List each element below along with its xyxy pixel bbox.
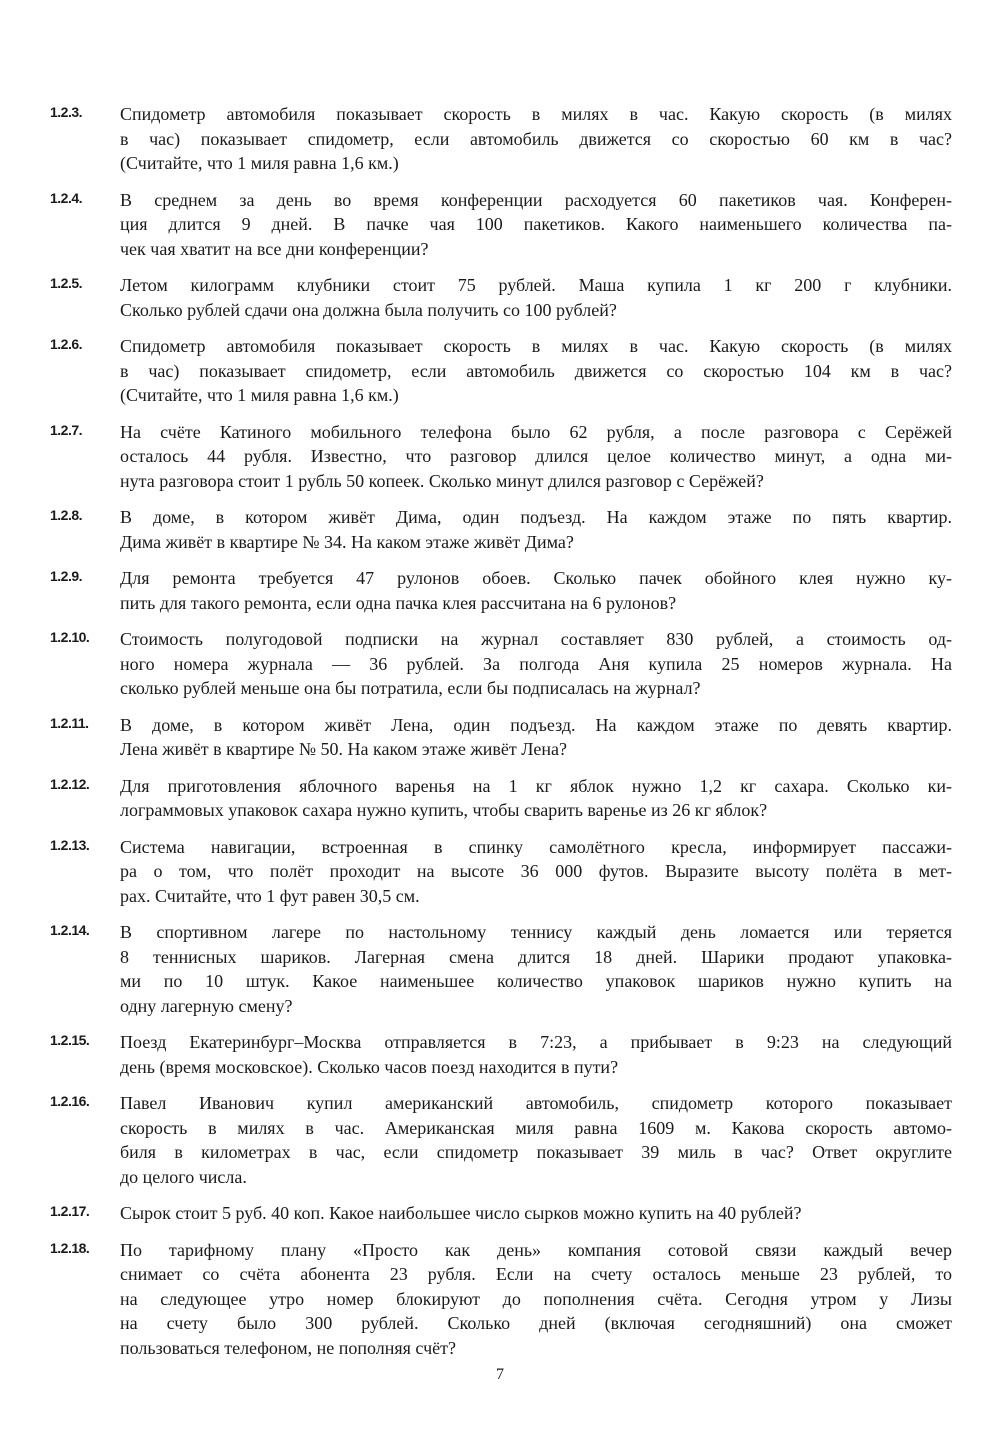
problem-item (0, 920, 1000, 1018)
text-line: на счету было 300 рублей. Сколько дней (включая сегодняшний) она сможет (120, 1313, 952, 1333)
problem-number: 1.2.18. (50, 1239, 90, 1256)
text-line: Дима живёт в квартире № 34. На каком этаже живёт Дима? (120, 531, 574, 552)
text-line: Спидометр автомобиля показывает скорость в милях в час. Какую скорость (в милях (120, 104, 952, 124)
problem-number: 1.2.8. (50, 507, 83, 523)
text-line: Поезд Екатеринбург–Москва отправляется в 7:23, а прибывает в 9:23 на следующий (120, 1032, 952, 1052)
text-line: Для ремонта требуется 47 рулонов обоев. Сколько пачек обойного клея нужно ку- (120, 568, 952, 588)
problem-item (0, 420, 1000, 494)
problem-text (120, 566, 952, 615)
text-line: сколько рублей меньше она бы потратила, если бы подписалась на журнал? (120, 678, 701, 698)
problem-item (0, 505, 1000, 554)
problem-number: 1.2.17. (50, 1203, 90, 1219)
problem-text (120, 774, 952, 823)
problem-item (0, 1030, 1000, 1079)
problem-number: 1.2.6. (50, 336, 83, 352)
problem-text (120, 713, 952, 762)
problem-text (120, 1091, 952, 1189)
problem-text (120, 334, 952, 408)
problem-number: 1.2.9. (50, 568, 83, 584)
problem-text (120, 273, 952, 322)
text-line: ция длится 9 дней. В пачке чая 100 пакетиков. Какого наименьшего количества па- (120, 214, 952, 234)
problem-number: 1.2.10. (50, 629, 90, 645)
problem-text (120, 1030, 952, 1079)
text-line: 8 теннисных шариков. Лагерная смена длится 18 дней. Шарики продают упаковка- (120, 946, 952, 967)
text-line: В доме, в котором живёт Дима, один подъезд. На каждом этаже по пять квартир. (120, 507, 952, 527)
problem-list (0, 102, 1000, 1372)
text-line: Спидометр автомобиля показывает скорость в милях в час. Какую скорость (в милях (120, 336, 952, 356)
problem-text (120, 1201, 952, 1226)
text-line: В спортивном лагере по настольному теннису каждый день ломается или теряется (120, 922, 952, 942)
text-line: чек чая хватит на все дни конференции? (120, 238, 429, 259)
problem-number: 1.2.12. (50, 775, 90, 792)
text-line: (Считайте, что 1 миля равна 1,6 км.) (120, 385, 399, 405)
text-line: рах. Считайте, что 1 фут равен 30,5 см. (120, 885, 420, 906)
text-line: (Считайте, что 1 миля равна 1,6 км.) (120, 153, 399, 173)
problem-text (120, 835, 952, 909)
problem-item (0, 1091, 1000, 1189)
text-line: биля в километрах в час, если спидометр показывает 39 миль в час? Ответ округлите (120, 1142, 952, 1162)
text-line: ра о том, что полёт проходит на высоте 36 000 футов. Выразите высоту полёта в мет- (120, 861, 952, 881)
text-line: Система навигации, встроенная в спинку самолётного кресла, информирует пассажи- (120, 836, 952, 857)
text-line: на следующее утро номер блокируют до пополнения счёта. Сегодня утром у Лизы (120, 1288, 952, 1309)
text-line: осталось 44 рубля. Известно, что разговор длился целое количество минут, а одна ми- (120, 446, 952, 466)
text-line: нута разговора стоит 1 рубль 50 копеек. Сколько минут длился разговор с Серёжей? (120, 470, 764, 491)
text-line: пользоваться телефоном, не пополняя счёт? (120, 1337, 456, 1358)
text-line: Стоимость полугодовой подписки на журнал составляет 830 рублей, а стоимость од- (120, 629, 952, 649)
text-line: скорость в милях в час. Американская миля равна 1609 м. Какова скорость автомо- (120, 1117, 952, 1138)
text-line: Сырок стоит 5 руб. 40 коп. Какое наибольшее число сырков можно купить на 40 рублей? (120, 1203, 802, 1223)
problem-text (120, 188, 952, 262)
problem-item (0, 627, 1000, 701)
problem-number: 1.2.4. (50, 189, 83, 206)
text-line: Лена живёт в квартире № 50. На каком этаже живёт Лена? (120, 739, 567, 759)
page-number: 7 (496, 1366, 504, 1383)
text-line: На счёте Катиного мобильного телефона было 62 рубля, а после разговора с Серёжей (120, 421, 952, 442)
problem-text (120, 505, 952, 554)
text-line: Павел Иванович купил американский автомобиль, спидометр которого показывает (120, 1093, 952, 1113)
text-line: Сколько рублей сдачи она должна была получить со 100 рублей? (120, 299, 617, 320)
problem-text (120, 627, 952, 701)
text-line: пить для такого ремонта, если одна пачка клея рассчитана на 6 рулонов? (120, 592, 677, 613)
text-line: до целого числа. (120, 1166, 247, 1187)
text-line: В доме, в котором живёт Лена, один подъезд. На каждом этаже по девять квартир. (120, 714, 952, 735)
problem-item (0, 566, 1000, 615)
problem-item (0, 188, 1000, 262)
problem-item (0, 102, 1000, 176)
problem-item (0, 334, 1000, 408)
text-line: Для приготовления яблочного варенья на 1 кг яблок нужно 1,2 кг сахара. Сколько ки- (120, 775, 952, 796)
problem-item (0, 835, 1000, 909)
text-line: одну лагерную смену? (120, 995, 293, 1016)
text-line: ного номера журнала — 36 рублей. За полгода Аня купила 25 номеров журнала. На (120, 653, 952, 674)
problem-number: 1.2.11. (50, 714, 89, 731)
problem-number: 1.2.16. (50, 1093, 90, 1109)
problem-text (120, 102, 952, 176)
text-line: день (время московское). Сколько часов поезд находится в пути? (120, 1056, 619, 1077)
text-line: лограммовых упаковок сахара нужно купить, чтобы сварить варенье из 26 кг яблок? (120, 800, 768, 820)
problem-text (120, 1238, 952, 1361)
problem-item (0, 713, 1000, 762)
problem-number: 1.2.5. (50, 275, 83, 291)
text-line: в час) показывает спидометр, если автомобиль движется со скоростью 104 км в час? (120, 360, 952, 381)
problem-item (0, 1201, 1000, 1226)
text-line: в час) показывает спидометр, если автомобиль движется со скоростью 60 км в час? (120, 128, 952, 149)
text-line: В среднем за день во время конференции расходуется 60 пакетиков чая. Конферен- (120, 189, 952, 210)
problem-text (120, 420, 952, 494)
text-line: ми по 10 штук. Какое наименьшее количество упаковок шариков нужно купить на (120, 971, 952, 991)
problem-number: 1.2.3. (50, 104, 83, 120)
problem-number: 1.2.13. (50, 836, 90, 853)
problem-text (120, 920, 952, 1018)
text-line: снимает со счёта абонента 23 рубля. Если на счету осталось меньше 23 рублей, то (120, 1264, 952, 1284)
problem-item (0, 273, 1000, 322)
problem-number: 1.2.15. (50, 1032, 90, 1048)
problem-item (0, 774, 1000, 823)
text-line: По тарифному плану «Просто как день» компания сотовой связи каждый вечер (120, 1239, 952, 1260)
text-line: Летом килограмм клубники стоит 75 рублей. Маша купила 1 кг 200 г клубники. (120, 275, 952, 295)
problem-number: 1.2.14. (50, 922, 90, 938)
problem-number: 1.2.7. (50, 421, 83, 438)
problem-item (0, 1238, 1000, 1361)
